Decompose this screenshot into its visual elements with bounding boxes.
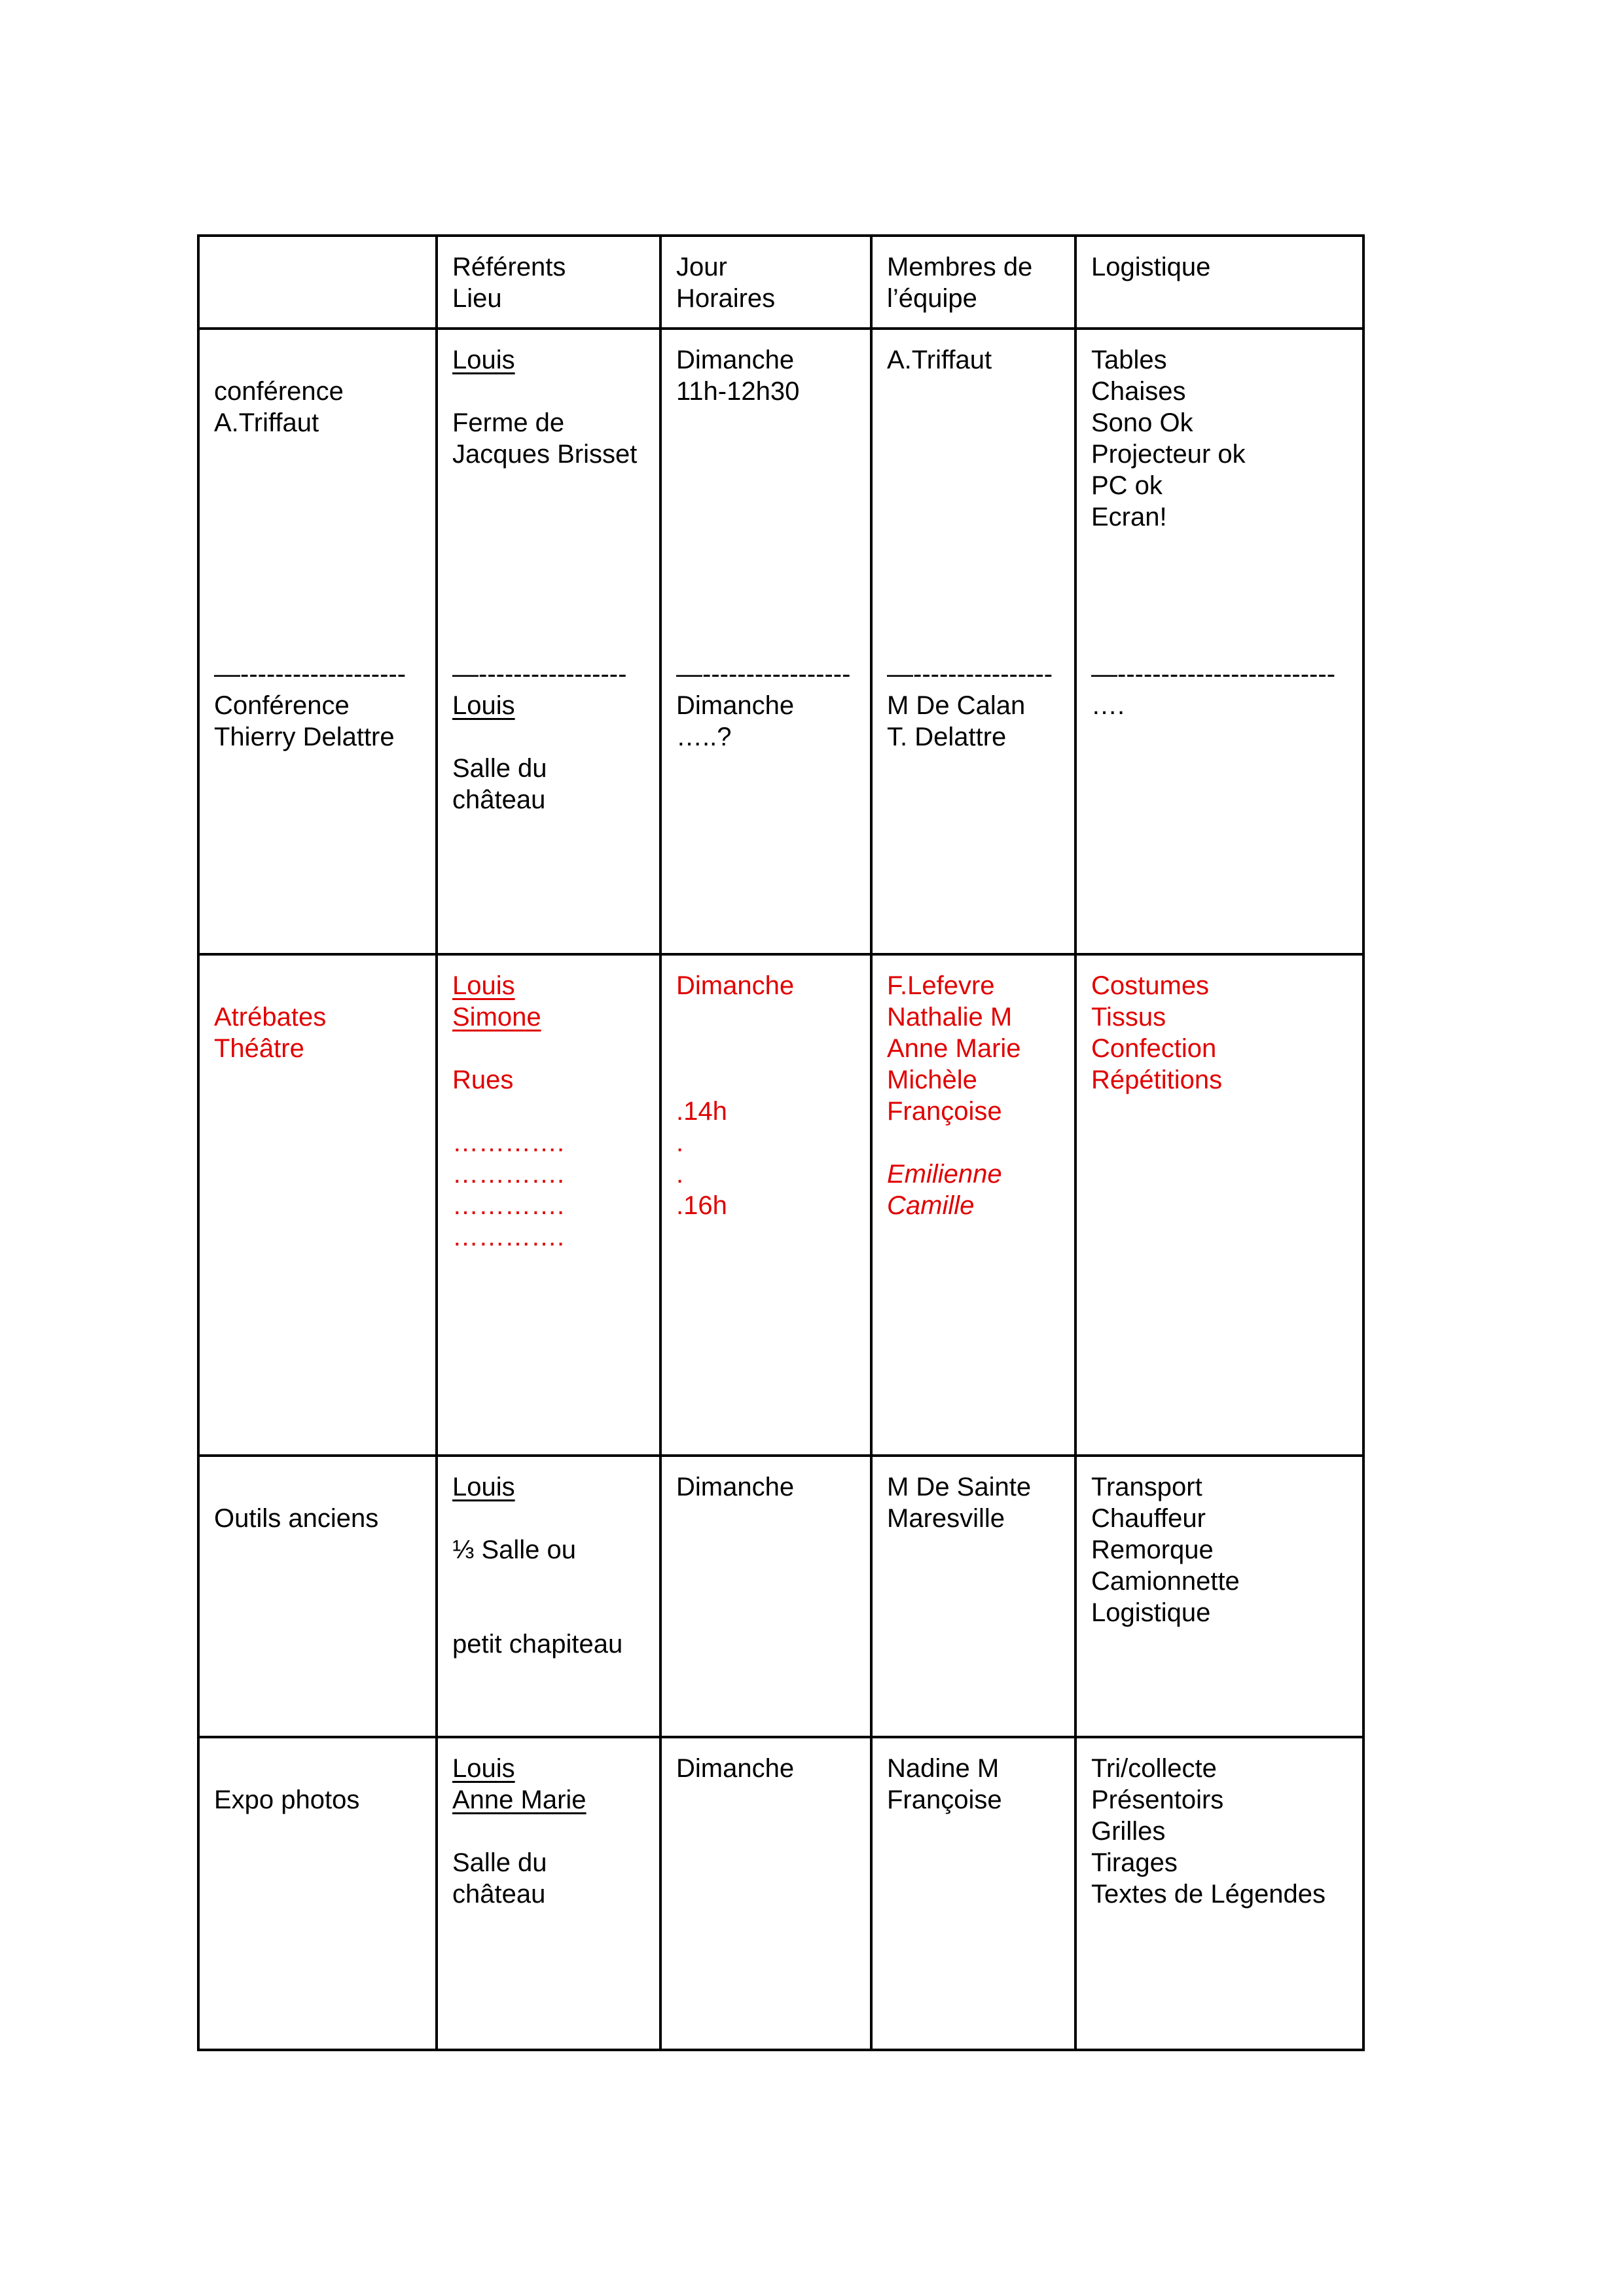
cell-text: Camionnette [1091, 1567, 1240, 1596]
header-text: Jour [676, 253, 727, 281]
cell-text: Conférence [214, 691, 350, 720]
cell-logistics [1075, 329, 1363, 954]
cell-text: Chauffeur [1091, 1504, 1206, 1533]
cell-text: Dimanche [676, 346, 795, 374]
cell-text [452, 1033, 645, 1064]
cell-referents [437, 329, 660, 954]
header-cell-logistics [1075, 236, 1363, 329]
separator-line: —------------------- [214, 660, 406, 689]
cell-text: …………. [452, 1160, 565, 1189]
cell-text: Atrébates [214, 1003, 327, 1031]
cell-text [676, 1064, 856, 1096]
cell-logistics [1075, 1737, 1363, 2050]
cell-activity [198, 954, 437, 1456]
header-text: Logistique [1091, 253, 1211, 281]
cell-text: Dimanche [676, 971, 795, 1000]
table-row [198, 1737, 1363, 2050]
cell-schedule [660, 1737, 871, 2050]
header-cell-activity [198, 236, 437, 329]
cell-text: F.Lefevre [887, 971, 995, 1000]
header-row [198, 236, 1363, 329]
referent-name: Louis [452, 1754, 515, 1783]
cell-text: PC ok [1091, 471, 1163, 500]
cell-text: Salle du [452, 754, 547, 783]
cell-text: conférence [214, 377, 344, 406]
cell-text: Costumes [1091, 971, 1210, 1000]
cell-text: …………. [452, 1128, 565, 1157]
cell-text [214, 1471, 421, 1503]
cell-text: . [676, 1128, 684, 1157]
separator-line: —---------------- [887, 660, 1053, 689]
cell-text: Ferme de [452, 408, 565, 437]
cell-text: A.Triffaut [214, 408, 319, 437]
cell-text: Salle du [452, 1848, 547, 1877]
cell-text: Présentoirs [1091, 1785, 1224, 1814]
table-row [198, 1456, 1363, 1737]
header-cell-members [871, 236, 1075, 329]
cell-text [452, 1566, 645, 1597]
cell-text: Dimanche [676, 1754, 795, 1783]
separator-line: —------------------------- [1091, 660, 1336, 689]
referent-name: Simone [452, 1003, 541, 1031]
separator-line: —----------------- [676, 660, 851, 689]
cell-text: Remorque [1091, 1535, 1214, 1564]
header-text: Horaires [676, 284, 776, 313]
cell-text: A.Triffaut [887, 346, 992, 374]
cell-text: M De Sainte [887, 1473, 1032, 1501]
cell-activity [198, 1737, 437, 2050]
cell-text: .16h [676, 1191, 727, 1220]
cell-members [871, 329, 1075, 954]
cell-text: Françoise [887, 1097, 1002, 1126]
cell-text: château [452, 785, 546, 814]
table-row [198, 329, 1363, 954]
cell-text: Expo photos [214, 1785, 360, 1814]
cell-schedule [660, 954, 871, 1456]
cell-text: Textes de Légendes [1091, 1880, 1326, 1909]
cell-text: Tables [1091, 346, 1167, 374]
cell-text: Dimanche [676, 691, 795, 720]
cell-members [871, 1737, 1075, 2050]
cell-text [214, 1753, 421, 1784]
cell-text [676, 1001, 856, 1033]
cell-logistics [1075, 954, 1363, 1456]
cell-text: Tirages [1091, 1848, 1178, 1877]
cell-text [887, 1127, 1060, 1158]
planning-table [197, 234, 1365, 2051]
header-cell-schedule [660, 236, 871, 329]
cell-text [452, 1597, 645, 1628]
cell-text: .14h [676, 1097, 727, 1126]
cell-text: Confection [1091, 1034, 1217, 1063]
table-row [198, 954, 1363, 1456]
cell-schedule [660, 329, 871, 954]
cell-text: . [676, 1160, 684, 1189]
cell-text: Ecran! [1091, 503, 1167, 531]
cell-text [452, 721, 645, 753]
cell-text: Outils anciens [214, 1504, 379, 1533]
cell-members [871, 954, 1075, 1456]
header-text: Référents [452, 253, 566, 281]
header-text: Lieu [452, 284, 502, 313]
cell-text: …. [1091, 691, 1125, 720]
cell-text: Jacques Brisset [452, 440, 638, 469]
cell-text: Dimanche [676, 1473, 795, 1501]
cell-text: Anne Marie [887, 1034, 1021, 1063]
cell-text: T. Delattre [887, 723, 1007, 751]
cell-text [452, 1816, 645, 1847]
cell-text: Logistique [1091, 1598, 1211, 1627]
referent-name: Louis [452, 346, 515, 374]
cell-referents [437, 954, 660, 1456]
cell-text: Transport [1091, 1473, 1202, 1501]
cell-logistics [1075, 1456, 1363, 1737]
cell-text [676, 1033, 856, 1064]
cell-schedule [660, 1456, 871, 1737]
cell-text [214, 344, 421, 376]
cell-text: Chaises [1091, 377, 1186, 406]
cell-text: Projecteur ok [1091, 440, 1246, 469]
cell-text: Camille [887, 1191, 975, 1220]
cell-referents [437, 1737, 660, 2050]
cell-text: …………. [452, 1191, 565, 1220]
cell-text: …..? [676, 723, 732, 751]
cell-referents [437, 1456, 660, 1737]
cell-text: Sono Ok [1091, 408, 1193, 437]
header-text: Membres de [887, 253, 1033, 281]
cell-text: Michèle [887, 1066, 977, 1094]
cell-text: ⅓ Salle ou [452, 1535, 577, 1564]
cell-text [452, 1503, 645, 1534]
cell-text [452, 376, 645, 407]
cell-text: Emilienne [887, 1160, 1002, 1189]
cell-members [871, 1456, 1075, 1737]
referent-name: Louis [452, 691, 515, 720]
cell-text: …………. [452, 1223, 565, 1251]
header-cell-referents [437, 236, 660, 329]
cell-activity [198, 329, 437, 954]
referent-name: Anne Marie [452, 1785, 586, 1814]
cell-text: Répétitions [1091, 1066, 1223, 1094]
referent-name: Louis [452, 1473, 515, 1501]
cell-text: 11h-12h30 [676, 377, 800, 406]
cell-text [452, 1096, 645, 1127]
cell-text: Théâtre [214, 1034, 304, 1063]
separator-line: —----------------- [452, 660, 627, 689]
referent-name: Louis [452, 971, 515, 1000]
cell-text: petit chapiteau [452, 1630, 623, 1659]
cell-text: Françoise [887, 1785, 1002, 1814]
cell-text: Thierry Delattre [214, 723, 395, 751]
cell-text [214, 970, 421, 1001]
cell-text: Tri/collecte [1091, 1754, 1217, 1783]
cell-text: Tissus [1091, 1003, 1166, 1031]
cell-text: Nadine M [887, 1754, 1000, 1783]
cell-text: Grilles [1091, 1817, 1166, 1846]
cell-text: Rues [452, 1066, 514, 1094]
cell-text: Nathalie M [887, 1003, 1013, 1031]
cell-text: château [452, 1880, 546, 1909]
cell-text: M De Calan [887, 691, 1026, 720]
header-text: l’équipe [887, 284, 977, 313]
cell-activity [198, 1456, 437, 1737]
cell-text: Maresville [887, 1504, 1005, 1533]
